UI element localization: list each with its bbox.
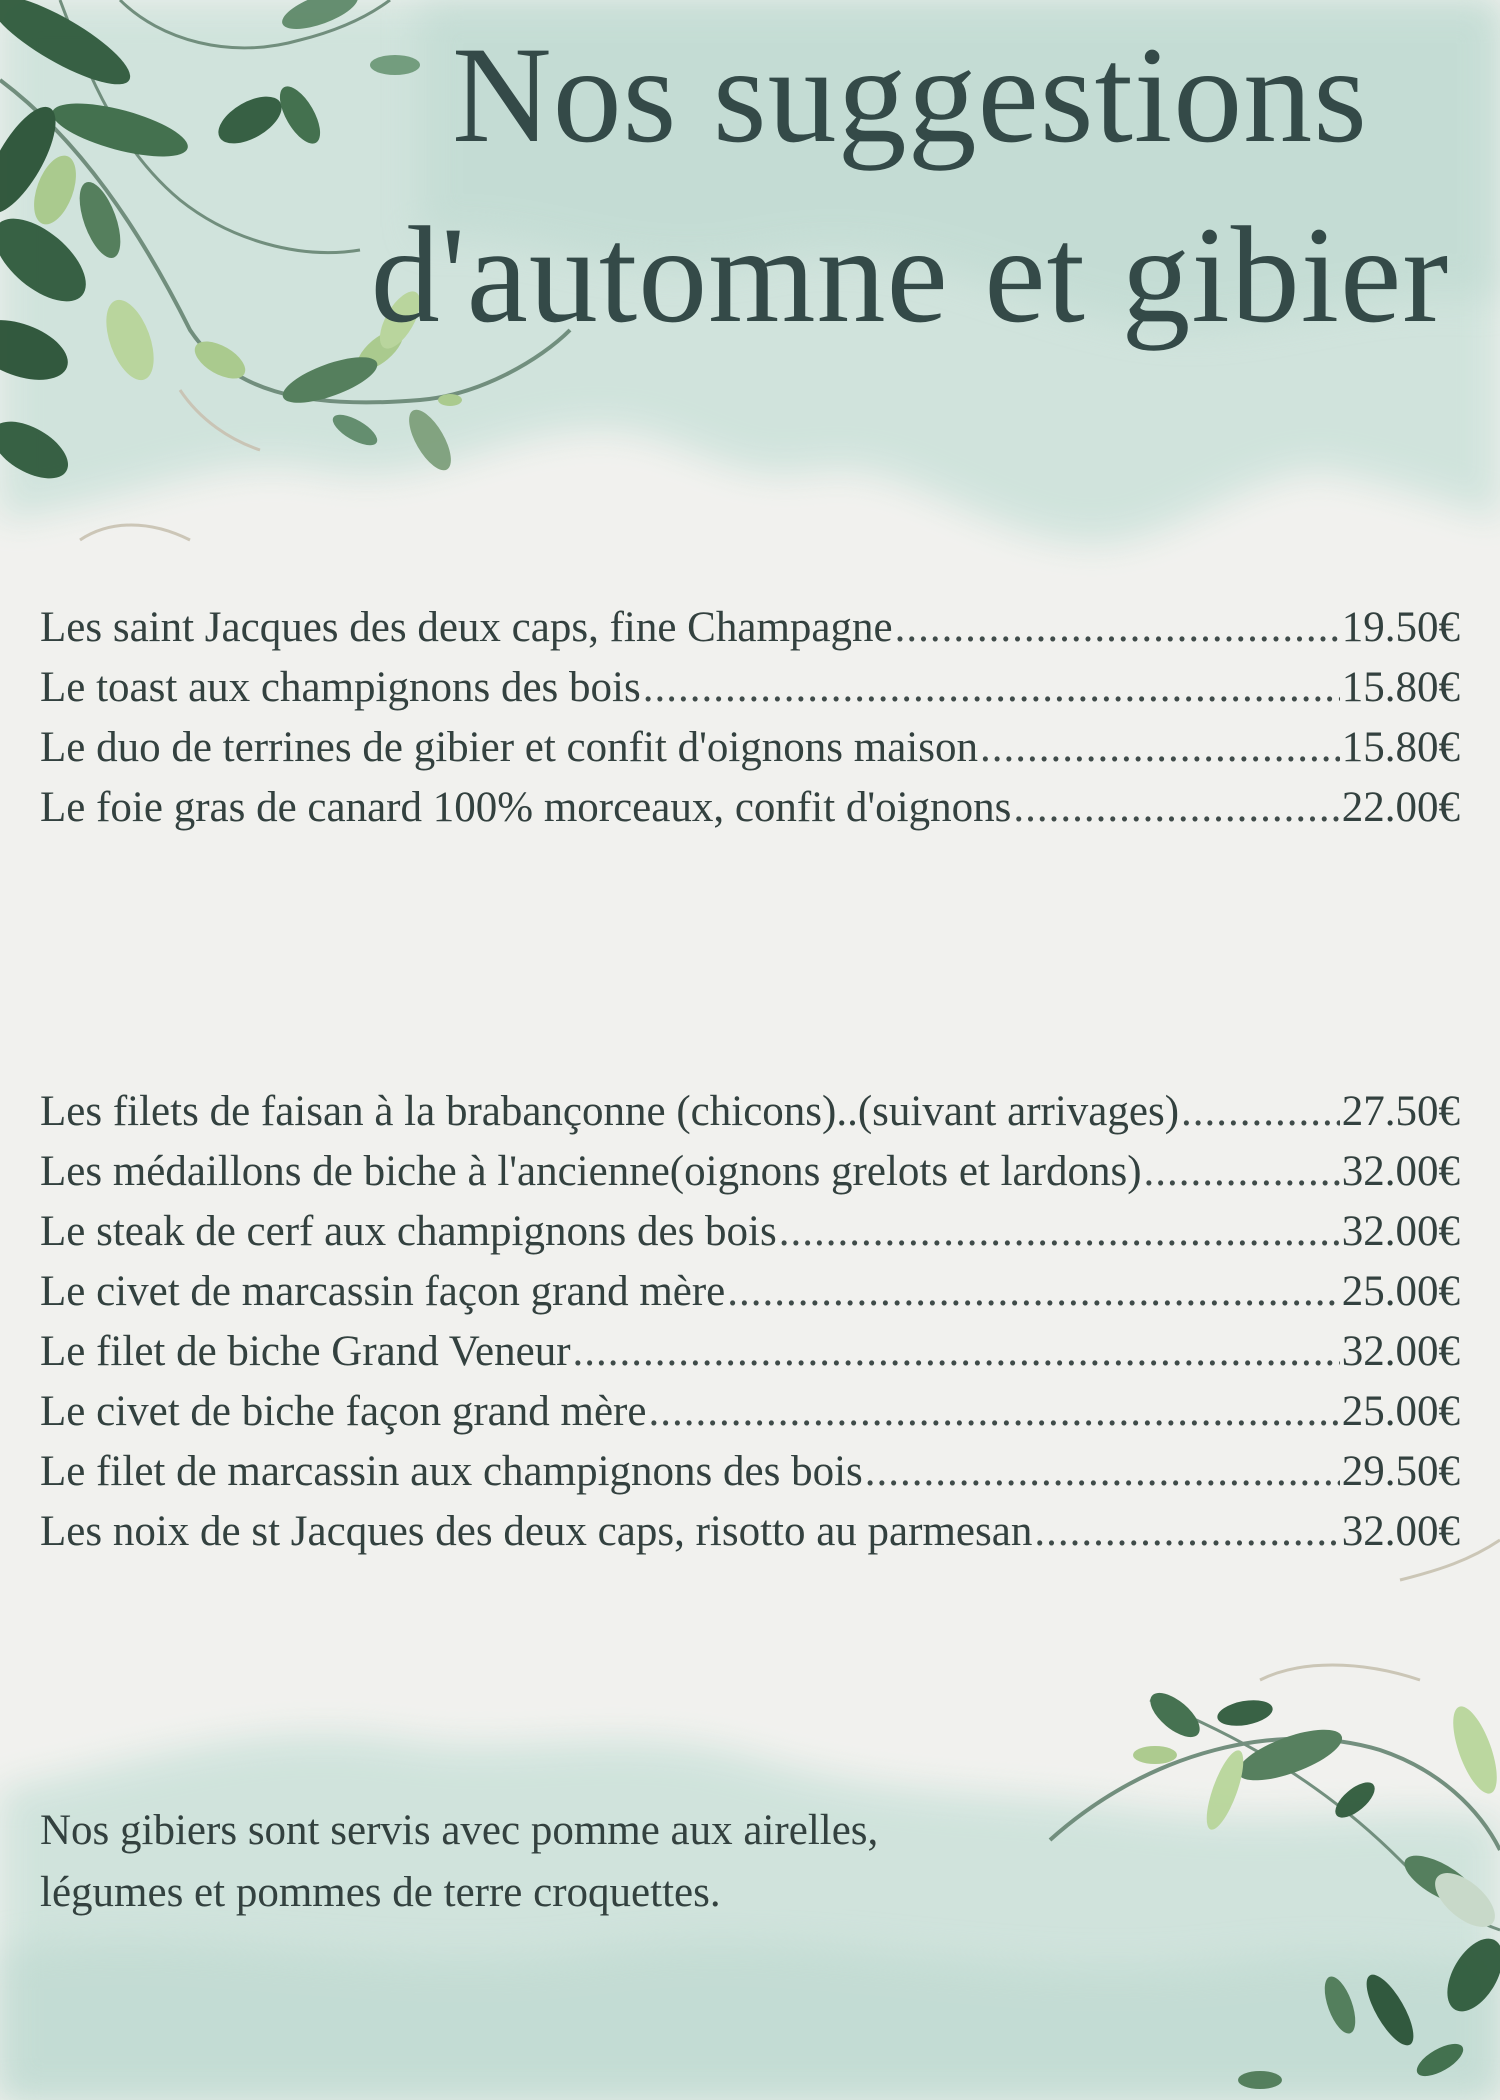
menu-item	[40, 1442, 1460, 1502]
dot-leader	[1034, 1502, 1339, 1562]
dot-leader	[1144, 1142, 1340, 1202]
note-line-2: légumes et pommes de terre croquettes.	[40, 1869, 721, 1916]
serving-note	[40, 1800, 878, 1924]
dish-price: 29.50€	[1341, 1448, 1460, 1495]
dish-price: 25.00€	[1341, 1388, 1460, 1435]
dish-name: Le steak de cerf aux champignons des bois	[40, 1208, 777, 1255]
note-line-1: Nos gibiers sont servis avec pomme aux airelles,	[40, 1807, 879, 1854]
dish-price: 25.00€	[1341, 1268, 1460, 1315]
dish-name: Les médaillons de biche à l'ancienne(oignons grelots et lardons)	[40, 1148, 1142, 1195]
menu-item	[40, 1322, 1460, 1382]
dish-price: 32.00€	[1341, 1508, 1460, 1555]
dish-name: Le filet de marcassin aux champignons des bois	[40, 1448, 863, 1495]
dish-name: Le filet de biche Grand Veneur	[40, 1328, 571, 1375]
dot-leader	[573, 1322, 1340, 1382]
menu-item	[40, 1082, 1460, 1142]
dot-leader	[895, 598, 1340, 658]
dot-leader	[865, 1442, 1340, 1502]
starters-list	[40, 598, 1460, 838]
dot-leader	[1181, 1082, 1340, 1142]
title-line-2: d'automne et gibier	[370, 198, 1450, 351]
page-title	[330, 5, 1490, 365]
dot-leader	[980, 718, 1340, 778]
dot-leader	[648, 1382, 1339, 1442]
menu-item	[40, 1142, 1460, 1202]
dish-name: Le civet de biche façon grand mère	[40, 1388, 647, 1435]
menu-item	[40, 1382, 1460, 1442]
dish-price: 32.00€	[1341, 1328, 1460, 1375]
menu-item	[40, 718, 1460, 778]
dish-name: Le foie gras de canard 100% morceaux, confit d'oignons	[40, 784, 1012, 831]
dish-price: 15.80€	[1341, 664, 1460, 711]
menu-item	[40, 1202, 1460, 1262]
dot-leader	[1013, 778, 1339, 838]
dot-leader	[779, 1202, 1340, 1262]
dish-price: 32.00€	[1341, 1148, 1460, 1195]
menu-item	[40, 1262, 1460, 1322]
dish-price: 27.50€	[1341, 1088, 1460, 1135]
menu-item	[40, 598, 1460, 658]
dish-price: 15.80€	[1341, 724, 1460, 771]
dish-name: Le civet de marcassin façon grand mère	[40, 1268, 726, 1315]
menu-item	[40, 658, 1460, 718]
dish-name: Les saint Jacques des deux caps, fine Champagne	[40, 604, 893, 651]
menu-item	[40, 1502, 1460, 1562]
dish-price: 22.00€	[1341, 784, 1460, 831]
title-line-1: Nos suggestions	[452, 18, 1368, 171]
dish-price: 32.00€	[1341, 1208, 1460, 1255]
dish-name: Les filets de faisan à la brabançonne (chicons)..(suivant arrivages)	[40, 1088, 1180, 1135]
mains-list	[40, 1082, 1460, 1562]
dot-leader	[727, 1262, 1339, 1322]
dish-price: 19.50€	[1341, 604, 1460, 651]
menu-item	[40, 778, 1460, 838]
dish-name: Les noix de st Jacques des deux caps, risotto au parmesan	[40, 1508, 1033, 1555]
dot-leader	[643, 658, 1340, 718]
dish-name: Le duo de terrines de gibier et confit d'oignons maison	[40, 724, 978, 771]
dish-name: Le toast aux champignons des bois	[40, 664, 641, 711]
